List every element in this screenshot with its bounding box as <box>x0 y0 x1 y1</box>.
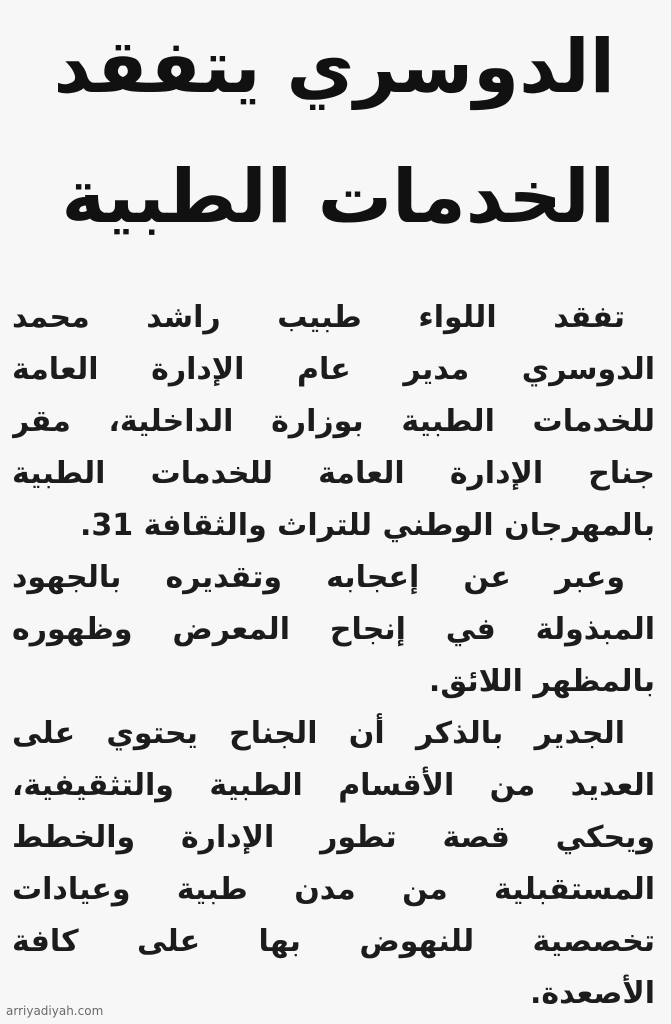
body-line: الدوسري مدير عام الإدارة العامة <box>12 352 655 387</box>
paragraph-3 <box>12 708 655 1020</box>
body-line: المبذولة في إنجاح المعرض وظهوره <box>12 612 655 647</box>
body-line: بالمظهر اللائق. <box>428 664 655 699</box>
body-line: تفقد اللواء طبيب راشد محمد <box>12 300 625 335</box>
body-line: تخصصية للنهوض بها على كافة <box>12 924 655 959</box>
paragraph-2 <box>12 552 655 708</box>
body-line: جناح الإدارة العامة للخدمات الطبية <box>12 456 655 491</box>
body-line: الأصعدة. <box>530 976 655 1011</box>
body-line: المستقبلية من مدن طبية وعيادات <box>12 872 655 907</box>
body-line: الجدير بالذكر أن الجناح يحتوي على <box>12 716 625 751</box>
body-line: وعبر عن إعجابه وتقديره بالجهود <box>12 560 625 595</box>
headline-line-2: الخدمات الطبية <box>61 154 615 240</box>
body-line: العديد من الأقسام الطبية والتثقيفية، <box>12 768 655 803</box>
body-line: بالمهرجان الوطني للتراث والثقافة 31. <box>80 508 655 543</box>
headline-line-1: الدوسري يتفقد <box>53 24 615 110</box>
body-line: ويحكي قصة تطور الإدارة والخطط <box>12 820 655 855</box>
paragraph-1 <box>12 292 655 552</box>
body-line: للخدمات الطبية بوزارة الداخلية، مقر <box>12 404 655 439</box>
site-watermark: arriyadiyah.com <box>6 1004 104 1018</box>
